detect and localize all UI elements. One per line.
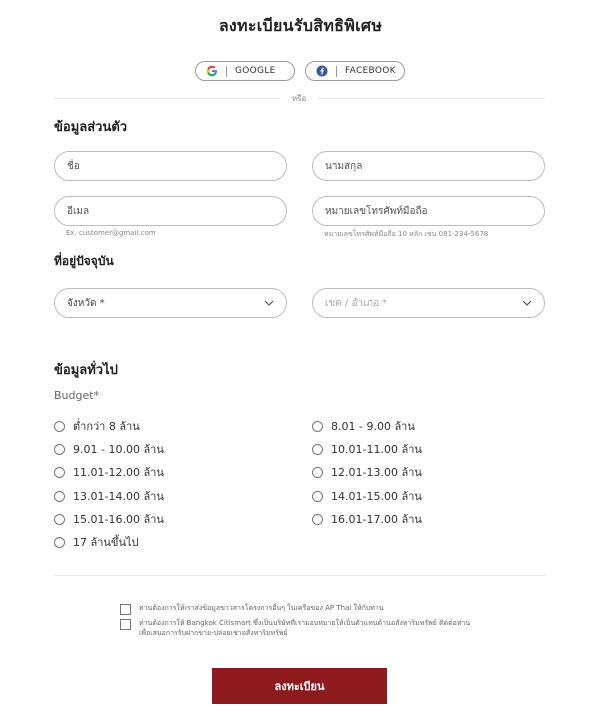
budget-option[interactable] — [54, 533, 138, 551]
separator — [226, 66, 227, 77]
consent-row-1[interactable] — [120, 603, 479, 615]
radio-circle[interactable] — [54, 491, 65, 502]
budget-option-label: 16.01-17.00 ล้าน — [331, 513, 422, 526]
email-input[interactable] — [54, 196, 287, 226]
radio-circle[interactable] — [312, 491, 323, 502]
radio-circle[interactable] — [54, 467, 65, 478]
google-icon — [206, 65, 218, 77]
consent-checkbox-1[interactable] — [120, 604, 131, 615]
budget-option[interactable] — [54, 487, 164, 505]
google-label: GOOGLE — [235, 66, 276, 76]
budget-option[interactable] — [312, 463, 422, 481]
budget-option-label: 10.01-11.00 ล้าน — [331, 443, 422, 456]
budget-option[interactable] — [54, 463, 164, 481]
facebook-label: FACEBOOK — [345, 66, 396, 76]
radio-circle[interactable] — [54, 537, 65, 548]
budget-option-label: 9.01 - 10.00 ล้าน — [73, 443, 164, 456]
radio-circle[interactable] — [54, 514, 65, 525]
budget-option-label: 15.01-16.00 ล้าน — [73, 513, 164, 526]
address-section-title: ที่อยู่ปัจจุบัน — [54, 254, 114, 268]
personal-section-title: ข้อมูลส่วนตัว — [54, 120, 128, 135]
divider-right — [318, 98, 545, 99]
consent-checkbox-2[interactable] — [120, 619, 131, 630]
budget-option[interactable] — [312, 510, 422, 528]
or-text: หรือ — [291, 94, 307, 103]
province-select-label: จังหวัด * — [67, 297, 105, 309]
budget-option-label: 11.01-12.00 ล้าน — [73, 466, 164, 479]
district-select-label: เขต / อำเภอ * — [325, 297, 388, 309]
province-select[interactable] — [54, 288, 287, 318]
budget-option-label: ต่ำกว่า 8 ล้าน — [73, 420, 140, 433]
last-name-input[interactable] — [312, 151, 545, 181]
budget-option[interactable] — [54, 510, 164, 528]
section-divider — [54, 575, 545, 576]
budget-option-label: 17 ล้านขึ้นไป — [73, 536, 139, 549]
separator — [336, 66, 337, 77]
phone-input[interactable] — [312, 196, 545, 226]
consent-row-2[interactable] — [120, 618, 479, 638]
first-name-input[interactable] — [54, 151, 287, 181]
budget-option-label: 12.01-13.00 ล้าน — [331, 466, 422, 479]
radio-circle[interactable] — [54, 421, 65, 432]
radio-circle[interactable] — [312, 421, 323, 432]
consent-text-2: ท่านต้องการให้ Bangkok Citismart ซึ่งเป็นบริษัทที่เรามอบหมายให้เป็นตัวแทนด้านอสังหาริมทรัพย์ ติดต่อท่านเพื่อเสนอการรับฝากขาย-ปล่อยเช่าอสังหาริมทรัพย์ — [139, 619, 471, 637]
consent-text-1: ท่านต้องการให้เราส่งข้อมูลข่าวสารโครงการอื่นๆ ในเครือของ AP Thai ให้กับท่าน — [139, 604, 384, 612]
radio-circle[interactable] — [312, 514, 323, 525]
chevron-down-icon — [522, 300, 532, 306]
radio-circle[interactable] — [312, 444, 323, 455]
budget-option-label: 8.01 - 9.00 ล้าน — [331, 420, 415, 433]
radio-circle[interactable] — [54, 444, 65, 455]
budget-option[interactable] — [312, 417, 415, 435]
general-section-title: ข้อมูลทั่วไป — [54, 363, 118, 378]
facebook-icon — [316, 65, 328, 77]
google-login-button[interactable] — [195, 61, 295, 81]
phone-hint: หมายเลขโทรศัพท์มือถือ 10 หลัก เช่น 081-234-5678 — [324, 230, 489, 238]
email-hint: Ex. customer@gmail.com — [66, 229, 156, 237]
budget-label: Budget* — [54, 389, 100, 402]
budget-option[interactable] — [54, 417, 140, 435]
budget-option[interactable] — [312, 487, 422, 505]
facebook-login-button[interactable] — [305, 61, 405, 81]
radio-circle[interactable] — [312, 467, 323, 478]
chevron-down-icon — [264, 300, 274, 306]
register-button[interactable]: ลงทะเบียน — [212, 668, 387, 704]
divider-left — [54, 98, 280, 99]
budget-option-label: 14.01-15.00 ล้าน — [331, 490, 422, 503]
page-title: ลงทะเบียนรับสิทธิพิเศษ — [218, 16, 383, 35]
budget-option-label: 13.01-14.00 ล้าน — [73, 490, 164, 503]
budget-option[interactable] — [54, 440, 164, 458]
district-select[interactable] — [312, 288, 545, 318]
budget-option[interactable] — [312, 440, 422, 458]
